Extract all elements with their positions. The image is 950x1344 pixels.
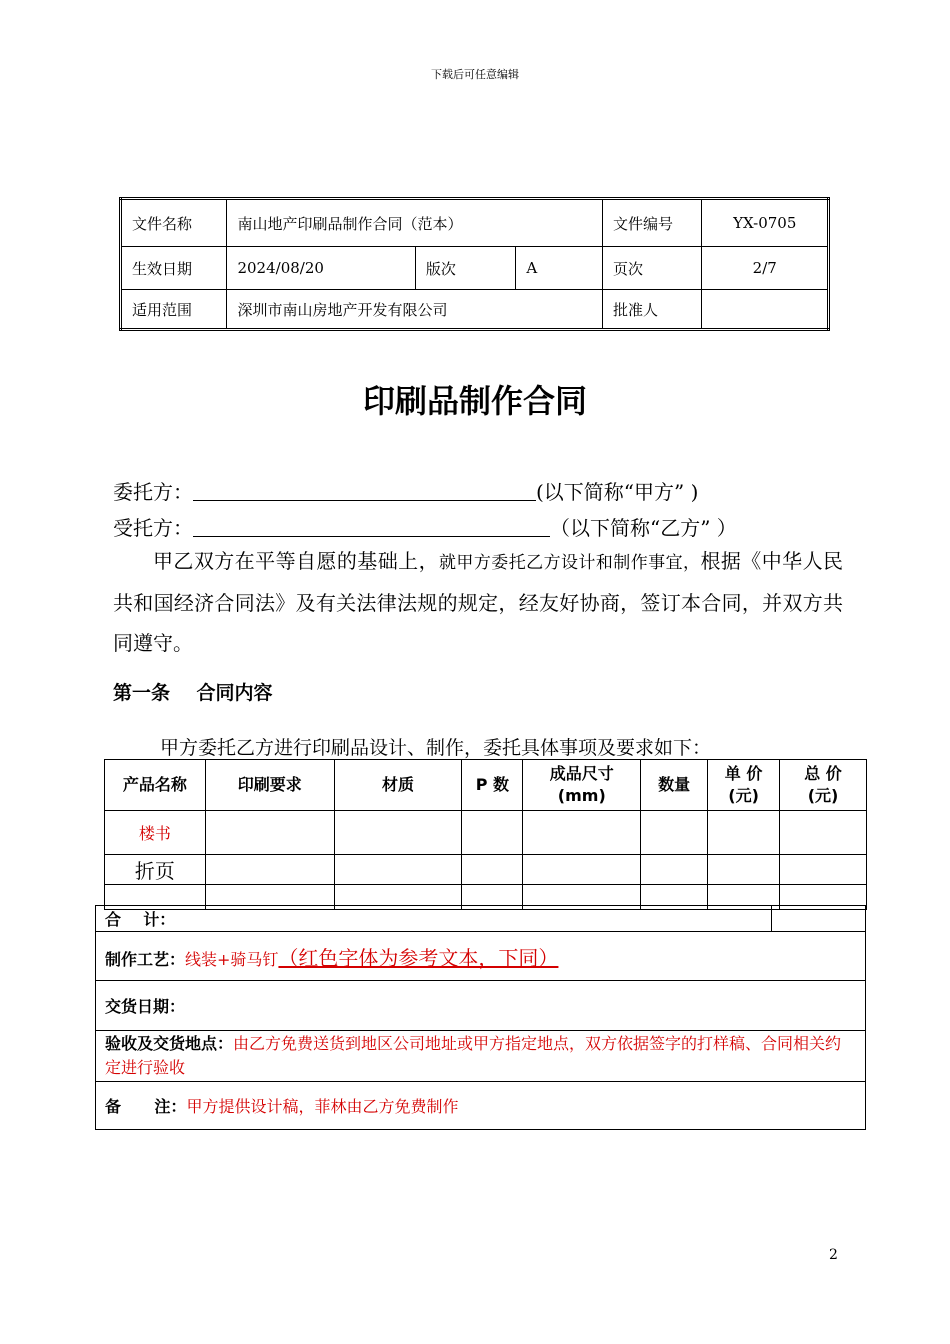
- header-material: 材质: [334, 760, 462, 811]
- process-note: （红色字体为参考文本，下同）: [278, 945, 559, 970]
- file-no-value: YX-0705: [702, 199, 829, 247]
- table-row: [105, 855, 867, 885]
- total-value: [772, 906, 866, 932]
- section-1-intro: 甲方委托乙方进行印刷品设计、制作，委托具体事项及要求如下：: [160, 737, 712, 759]
- delivery-date-label: 交货日期：: [96, 981, 866, 1031]
- empty-cell: [641, 855, 708, 885]
- empty-cell: [334, 855, 462, 885]
- contractor-suffix: （以下简称“乙方” ）: [550, 516, 737, 540]
- empty-cell: [708, 811, 780, 855]
- header-total-price-line1: 总 价: [804, 764, 842, 783]
- remarks-cell: [96, 1082, 866, 1130]
- process-cell: [96, 932, 866, 981]
- product-name-cell: 楼书: [105, 811, 206, 855]
- approver-value: [702, 290, 829, 330]
- contractor-blank: [193, 517, 550, 537]
- client-line: [113, 476, 698, 505]
- header-size-line2: (mm): [557, 786, 606, 805]
- total-label: 合 计：: [96, 906, 772, 932]
- header-total-price-line2: (元): [807, 786, 839, 805]
- document-title: 印刷品制作合同: [362, 382, 587, 420]
- empty-cell: [523, 855, 641, 885]
- contractor-line: [113, 512, 737, 541]
- version-value: A: [516, 247, 603, 290]
- remarks-label: 备 注：: [105, 1097, 187, 1116]
- process-label: 制作工艺：: [105, 949, 186, 969]
- intro-paragraph: [113, 541, 843, 663]
- remarks-value: 甲方提供设计稿，菲林由乙方免费制作: [186, 1097, 459, 1116]
- file-name-value: 南山地产印刷品制作合同（范本）: [227, 199, 602, 247]
- product-name-cell: 折页: [105, 855, 206, 885]
- scope-value: 深圳市南山房地产开发有限公司: [227, 290, 602, 330]
- contractor-label: 受托方：: [113, 516, 193, 540]
- empty-cell: [523, 811, 641, 855]
- header-size: [523, 760, 641, 811]
- empty-cell: [205, 855, 334, 885]
- intro-part-2: 就甲方委托乙方设计和制作事宜，: [439, 553, 701, 573]
- empty-cell: [641, 811, 708, 855]
- empty-cell: [708, 855, 780, 885]
- client-suffix: (以下简称“甲方” ): [536, 480, 699, 504]
- document-info-table: [119, 197, 830, 331]
- empty-cell: [462, 811, 523, 855]
- empty-cell: [205, 811, 334, 855]
- effective-date-value: 2024/08/20: [227, 247, 415, 290]
- empty-cell: [780, 855, 867, 885]
- header-unit-price-line2: (元): [728, 786, 759, 805]
- version-label: 版次: [415, 247, 516, 290]
- page-number: 2: [829, 1247, 838, 1263]
- process-value: 线装+骑马钉: [185, 949, 279, 969]
- intro-part-1: 甲乙双方在平等自愿的基础上，: [153, 549, 439, 573]
- header-total-price: [780, 760, 867, 811]
- file-name-label: 文件名称: [121, 199, 227, 247]
- header-unit-price: [708, 760, 780, 811]
- effective-date-label: 生效日期: [121, 247, 227, 290]
- header-unit-price-line1: 单 价: [724, 764, 763, 783]
- scope-label: 适用范围: [121, 290, 227, 330]
- product-table: [104, 759, 867, 910]
- empty-cell: [462, 855, 523, 885]
- table-row: [105, 811, 867, 855]
- client-label: 委托方：: [113, 480, 193, 504]
- empty-cell: [334, 811, 462, 855]
- approver-label: 批准人: [602, 290, 702, 330]
- page-header-note: 下载后可任意编辑: [431, 68, 519, 81]
- page-label: 页次: [602, 247, 702, 290]
- header-product-name: 产品名称: [105, 760, 206, 811]
- header-pages: P 数: [462, 760, 523, 811]
- header-quantity: 数量: [641, 760, 708, 811]
- client-blank: [193, 481, 536, 501]
- file-no-label: 文件编号: [602, 199, 702, 247]
- acceptance-value: 由乙方免费送货到地区公司地址或甲方指定地点，双方依据签字的打样稿、合同相关约定进行验收: [105, 1034, 842, 1077]
- empty-cell: [780, 811, 867, 855]
- summary-table: [95, 905, 866, 1130]
- header-print-requirement: 印刷要求: [205, 760, 334, 811]
- header-size-line1: 成品尺寸: [549, 764, 614, 783]
- intro-part-3: 根据《中华人民共和国经济合同法》及有关法律法规的规定，经友好协商，签订本合同，并双方共同遵守。: [113, 549, 844, 655]
- section-1-title: 第一条 合同内容: [113, 682, 273, 704]
- acceptance-cell: [96, 1031, 866, 1082]
- page-value: 2/7: [702, 247, 829, 290]
- acceptance-label: 验收及交货地点：: [105, 1034, 234, 1053]
